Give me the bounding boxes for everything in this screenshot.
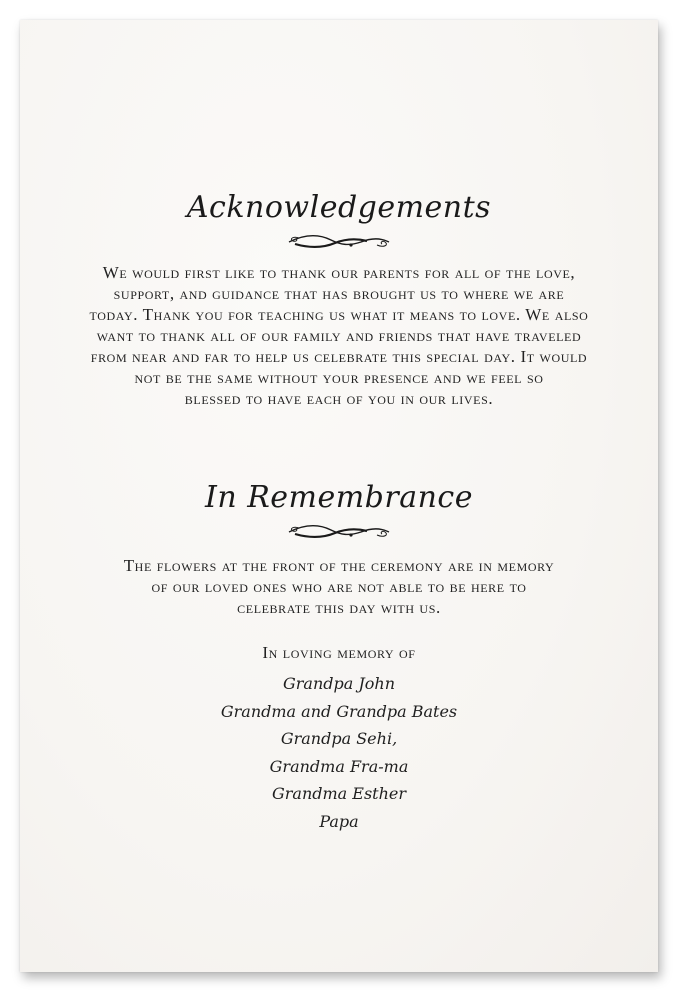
acknowledgements-line: blessed to have each of you in our lives. [184, 389, 494, 408]
acknowledgements-line: support, and guidance that has brought us to where we are [113, 284, 565, 303]
acknowledgements-text [0, 262, 678, 409]
memorial-name: Grandpa John [282, 674, 396, 693]
flourish-divider-icon [285, 520, 393, 542]
acknowledgements-line: We would first like to thank our parents for all of the love, [102, 263, 576, 282]
memorial-names-list [0, 670, 678, 835]
acknowledgements-line: today. Thank you for teaching us what it means to love. We also [89, 305, 589, 324]
memorial-name: Papa [319, 811, 359, 831]
memorial-name: Grandma Esther [271, 784, 407, 803]
memorial-name: Grandma Fra-ma [269, 756, 409, 776]
acknowledgements-line: from near and far to help us celebrate this special day. It would [90, 347, 588, 366]
memorial-name: Grandpa Sehi, [280, 729, 398, 748]
remembrance-line: celebrate this day with us. [237, 598, 441, 617]
remembrance-line: The flowers at the front of the ceremony are in memory [123, 556, 555, 575]
remembrance-line: of our loved ones who are not able to be here to [151, 577, 527, 596]
acknowledgements-line: not be the same without your presence and we feel so [134, 368, 544, 387]
remembrance-text [0, 555, 678, 618]
remembrance-heading: In Remembrance [204, 480, 473, 515]
acknowledgements-heading: Acknowledgements [186, 190, 492, 225]
flourish-divider-icon [285, 230, 393, 252]
acknowledgements-line: want to thank all of our family and friends that have traveled [96, 326, 582, 345]
memory-label: In loving memory of [262, 643, 416, 662]
memorial-name: Grandma and Grandpa Bates [220, 701, 458, 721]
